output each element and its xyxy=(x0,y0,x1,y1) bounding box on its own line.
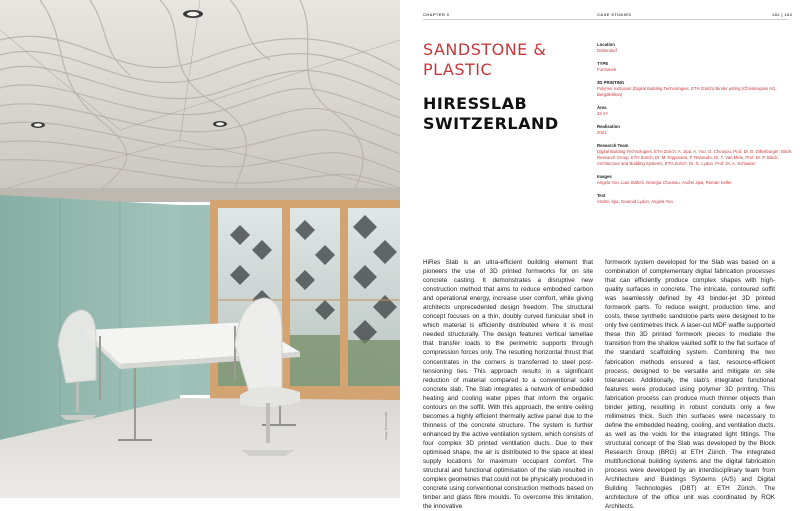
fact-images xyxy=(597,174,792,186)
fact-label: Area xyxy=(597,105,607,110)
fact-value: Andrei Jipa, Gearoid Lydon, Angela Yoo xyxy=(597,199,673,204)
fact-value: Dübendorf xyxy=(597,48,618,53)
fact-area xyxy=(597,105,792,117)
fact-type xyxy=(597,61,792,73)
fact-label: Images xyxy=(597,174,612,179)
fact-value: Digital Building Technologies, ETH Zürich: A. Jipa, A. Yoo, G. Chousou, Prof. Dr. B. Dillenburger; Block Research Group, ETH Zürich: Dr. M. Rippmann, F. Ranaudo, Dr. T. Van Mele, Prof. Dr. P. Block; Architecture and Building Systems, ETH Zürich: Dr. G. Lydon, Prof. Dr. A. Schlueter xyxy=(597,149,792,166)
body-text-column-2: formwork system developed for the Slab was based on a combination of complementary digital fabrication processes that can efficiently produce complex shapes with high-quality surfaces in concrete. The intricate, contoured soffit was seamlessly defined by 43 binder-jet 3D printed formwork parts. To reduce weight, production time, and costs, these synthetic sandstone parts were designed to be only five centimetres thick. A laser-cut MDF waffle supported these thin 3D printed formwork pieces to mediate the transition from the shallow vaulted soffit to the flat surface of the standard scaffolding system. Combining the two fabrication methods ensured a fast, resource-efficient process, designed to be versatile and mitigate on site tolerances. Additionally, the slab's integrated functional features were produced using polymer 3D printing. This fabrication process can produce much thinner objects than binder jetting, resulting in robust conduits only a few millimetres thick. Such thin surfaces were necessary to define the embedded heating, cooling, and ventilation ducts, as well as the voids for the integrated light fittings. The structural concept of the Slab was developed by the Block Research Group (BRG) at ETH Zürich. The integrated multifunctional building systems and the digital fabrication process were developed by an interdisciplinary team from Architecture and Buildings Systems (A/S) and Digital Building Technologies (DBT) at ETH Zürich. The architecture of the office unit was coordinated by ROK Architects. xyxy=(605,259,775,511)
title-line: SWITZERLAND xyxy=(423,114,559,133)
interior-photo xyxy=(0,0,400,498)
fact-research-team xyxy=(597,143,792,167)
fact-text xyxy=(597,193,792,205)
title-project xyxy=(423,94,593,134)
fact-label: Research Team xyxy=(597,143,629,148)
fact-value: Angela Yoo, Lian Stäheli, Georgia Chousou, Andrei Jipa, Roman Keller xyxy=(597,180,732,185)
fact-realisation xyxy=(597,124,792,136)
fact-value: 2021 xyxy=(597,130,607,135)
title-line: HIRESSLAB xyxy=(423,94,528,113)
fact-value: 22 m² xyxy=(597,111,608,116)
running-header-section: CASE STUDIES xyxy=(597,12,632,17)
header-rule xyxy=(423,19,788,20)
title-material xyxy=(423,40,593,80)
fact-label: 3D PRINTING xyxy=(597,80,625,85)
project-facts xyxy=(597,42,792,212)
title-line: SANDSTONE & xyxy=(423,40,547,59)
fact-3d-printing xyxy=(597,80,792,98)
fact-label: Location xyxy=(597,42,615,47)
photo-credit: Image: Roman Keller xyxy=(384,411,388,440)
fact-value: Formwork xyxy=(597,67,617,72)
fact-location xyxy=(597,42,792,54)
title-line: PLASTIC xyxy=(423,60,493,79)
running-header-chapter: CHAPTER 3 xyxy=(423,12,450,17)
fact-label: Realisation xyxy=(597,124,620,129)
fact-value: Polymer extrusion (Digital Building Technologies, ETH Zürich) Binder jetting (Christenguss AG, Bergdietikon) xyxy=(597,86,777,97)
fact-label: Text xyxy=(597,193,606,198)
body-text-column-1: HiRes Slab is an ultra-efficient building element that pioneers the use of 3D printed formworks for on site concrete casting. It demonstrates a disruptive new construction method that aims to reduce embodied carbon and operational energy, increase user comfort, while giving architects unprecedented design freedom. The structural concept focuses on a thin, doubly curved funicular shell in which material is efficiently distributed where it is most needed structurally. The design features vertical lamellae that transfer loads to the perimetric supports through compression forces only. The resulting horizontal thrust that concentrates in the corners is transferred to steel post-tensioning ties. This approach results in a significant reduction of material compared to a conventional solid concrete slab. The Slab integrates a network of embedded heating and cooling water pipes that inform the organic contours on the soffit. With this approach, the entire ceiling becomes a highly efficient thermally active panel due to the thinness of the concrete structure. The system is further enhanced by the active ventilation system, which consists of four complex 3D printed ventilation ducts. Due to their optimised shape, the air is distributed to the space at ideal supply locations for maximum occupant comfort. The structural and functional optimisation of the slab resulted in complex geometries that could not be physically produced in concrete using conventional construction methods based on timber and glass fibre moulds. To overcome this limitation, the innovative xyxy=(423,259,593,511)
fact-label: TYPE xyxy=(597,61,609,66)
page-numbers: 182 | 183 xyxy=(772,12,793,17)
